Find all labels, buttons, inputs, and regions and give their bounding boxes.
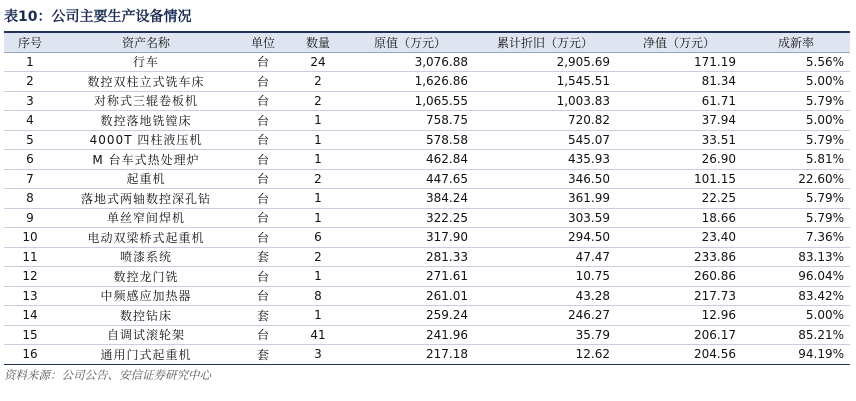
cell-quantity: 2 xyxy=(290,91,346,111)
cell-quantity: 8 xyxy=(290,286,346,306)
table-row xyxy=(4,169,850,189)
cell-net-value: 26.90 xyxy=(616,150,742,170)
cell-asset-name: 单丝窄间焊机 xyxy=(56,208,236,228)
table-body xyxy=(4,52,850,364)
cell-original-value: 317.90 xyxy=(346,228,474,248)
cell-quantity: 3 xyxy=(290,345,346,365)
cell-index: 16 xyxy=(4,345,56,365)
cell-unit: 台 xyxy=(236,150,290,170)
cell-index: 9 xyxy=(4,208,56,228)
header-original-value: 原值（万元） xyxy=(346,32,474,52)
cell-quantity: 1 xyxy=(290,189,346,209)
cell-unit: 台 xyxy=(236,130,290,150)
cell-accumulated-depreciation: 43.28 xyxy=(474,286,616,306)
cell-unit: 台 xyxy=(236,52,290,72)
header-newness-rate: 成新率 xyxy=(742,32,850,52)
table-row xyxy=(4,247,850,267)
cell-net-value: 23.40 xyxy=(616,228,742,248)
cell-index: 2 xyxy=(4,72,56,92)
table-header xyxy=(4,32,850,52)
cell-original-value: 1,626.86 xyxy=(346,72,474,92)
cell-quantity: 1 xyxy=(290,111,346,131)
cell-quantity: 2 xyxy=(290,169,346,189)
cell-accumulated-depreciation: 720.82 xyxy=(474,111,616,131)
cell-unit: 台 xyxy=(236,325,290,345)
cell-asset-name: 数控龙门铣 xyxy=(56,267,236,287)
cell-index: 13 xyxy=(4,286,56,306)
source-note: 资料来源：公司公告、安信证券研究中心 xyxy=(4,368,211,382)
cell-index: 15 xyxy=(4,325,56,345)
cell-accumulated-depreciation: 2,905.69 xyxy=(474,52,616,72)
cell-original-value: 217.18 xyxy=(346,345,474,365)
cell-newness-rate: 5.00% xyxy=(742,306,850,326)
cell-quantity: 24 xyxy=(290,52,346,72)
cell-index: 10 xyxy=(4,228,56,248)
cell-accumulated-depreciation: 10.75 xyxy=(474,267,616,287)
cell-asset-name: 数控钻床 xyxy=(56,306,236,326)
cell-newness-rate: 5.56% xyxy=(742,52,850,72)
table-row xyxy=(4,72,850,92)
cell-quantity: 2 xyxy=(290,247,346,267)
cell-quantity: 1 xyxy=(290,208,346,228)
cell-net-value: 81.34 xyxy=(616,72,742,92)
cell-original-value: 384.24 xyxy=(346,189,474,209)
cell-unit: 台 xyxy=(236,169,290,189)
table-row xyxy=(4,228,850,248)
cell-net-value: 18.66 xyxy=(616,208,742,228)
cell-original-value: 578.58 xyxy=(346,130,474,150)
cell-accumulated-depreciation: 435.93 xyxy=(474,150,616,170)
cell-asset-name: M 台车式热处理炉 xyxy=(56,150,236,170)
cell-net-value: 171.19 xyxy=(616,52,742,72)
cell-newness-rate: 5.00% xyxy=(742,72,850,92)
cell-original-value: 271.61 xyxy=(346,267,474,287)
cell-net-value: 61.71 xyxy=(616,91,742,111)
cell-net-value: 101.15 xyxy=(616,169,742,189)
cell-original-value: 259.24 xyxy=(346,306,474,326)
cell-original-value: 758.75 xyxy=(346,111,474,131)
cell-index: 1 xyxy=(4,52,56,72)
cell-index: 8 xyxy=(4,189,56,209)
header-index: 序号 xyxy=(4,32,56,52)
cell-original-value: 447.65 xyxy=(346,169,474,189)
cell-asset-name: 数控双柱立式铣车床 xyxy=(56,72,236,92)
cell-accumulated-depreciation: 12.62 xyxy=(474,345,616,365)
cell-index: 11 xyxy=(4,247,56,267)
cell-newness-rate: 5.79% xyxy=(742,130,850,150)
cell-unit: 套 xyxy=(236,247,290,267)
cell-index: 4 xyxy=(4,111,56,131)
cell-net-value: 37.94 xyxy=(616,111,742,131)
cell-original-value: 3,076.88 xyxy=(346,52,474,72)
cell-accumulated-depreciation: 35.79 xyxy=(474,325,616,345)
cell-asset-name: 行车 xyxy=(56,52,236,72)
table-row xyxy=(4,208,850,228)
cell-newness-rate: 22.60% xyxy=(742,169,850,189)
cell-accumulated-depreciation: 246.27 xyxy=(474,306,616,326)
cell-net-value: 22.25 xyxy=(616,189,742,209)
cell-asset-name: 起重机 xyxy=(56,169,236,189)
cell-accumulated-depreciation: 361.99 xyxy=(474,189,616,209)
cell-original-value: 241.96 xyxy=(346,325,474,345)
cell-newness-rate: 5.81% xyxy=(742,150,850,170)
cell-index: 7 xyxy=(4,169,56,189)
cell-newness-rate: 7.36% xyxy=(742,228,850,248)
table-title: 表10：公司主要生产设备情况 xyxy=(4,9,192,25)
cell-unit: 台 xyxy=(236,286,290,306)
cell-unit: 台 xyxy=(236,111,290,131)
cell-unit: 套 xyxy=(236,345,290,365)
cell-asset-name: 电动双梁桥式起重机 xyxy=(56,228,236,248)
header-quantity: 数量 xyxy=(290,32,346,52)
table-row xyxy=(4,306,850,326)
cell-unit: 台 xyxy=(236,208,290,228)
table-row xyxy=(4,286,850,306)
cell-quantity: 41 xyxy=(290,325,346,345)
cell-accumulated-depreciation: 303.59 xyxy=(474,208,616,228)
table-row xyxy=(4,325,850,345)
cell-asset-name: 喷漆系统 xyxy=(56,247,236,267)
cell-quantity: 1 xyxy=(290,306,346,326)
cell-newness-rate: 83.13% xyxy=(742,247,850,267)
cell-accumulated-depreciation: 294.50 xyxy=(474,228,616,248)
cell-newness-rate: 94.19% xyxy=(742,345,850,365)
cell-unit: 台 xyxy=(236,72,290,92)
cell-newness-rate: 5.79% xyxy=(742,91,850,111)
cell-newness-rate: 5.79% xyxy=(742,208,850,228)
cell-newness-rate: 96.04% xyxy=(742,267,850,287)
cell-net-value: 12.96 xyxy=(616,306,742,326)
cell-original-value: 1,065.55 xyxy=(346,91,474,111)
cell-net-value: 233.86 xyxy=(616,247,742,267)
cell-asset-name: 4000T 四柱液压机 xyxy=(56,130,236,150)
cell-original-value: 462.84 xyxy=(346,150,474,170)
cell-unit: 台 xyxy=(236,228,290,248)
cell-unit: 台 xyxy=(236,189,290,209)
cell-asset-name: 数控落地铣镗床 xyxy=(56,111,236,131)
cell-quantity: 6 xyxy=(290,228,346,248)
table-row xyxy=(4,130,850,150)
cell-asset-name: 对称式三辊卷板机 xyxy=(56,91,236,111)
table-row xyxy=(4,345,850,365)
cell-quantity: 1 xyxy=(290,150,346,170)
cell-accumulated-depreciation: 1,003.83 xyxy=(474,91,616,111)
table-row xyxy=(4,52,850,72)
cell-index: 6 xyxy=(4,150,56,170)
cell-index: 14 xyxy=(4,306,56,326)
header-asset-name: 资产名称 xyxy=(56,32,236,52)
cell-unit: 台 xyxy=(236,91,290,111)
cell-index: 12 xyxy=(4,267,56,287)
cell-newness-rate: 5.79% xyxy=(742,189,850,209)
cell-asset-name: 落地式两轴数控深孔钻 xyxy=(56,189,236,209)
equipment-table xyxy=(4,31,850,365)
cell-index: 3 xyxy=(4,91,56,111)
cell-accumulated-depreciation: 1,545.51 xyxy=(474,72,616,92)
header-unit: 单位 xyxy=(236,32,290,52)
header-net-value: 净值（万元） xyxy=(616,32,742,52)
cell-quantity: 1 xyxy=(290,130,346,150)
cell-net-value: 204.56 xyxy=(616,345,742,365)
cell-asset-name: 通用门式起重机 xyxy=(56,345,236,365)
cell-net-value: 33.51 xyxy=(616,130,742,150)
cell-newness-rate: 5.00% xyxy=(742,111,850,131)
table-row xyxy=(4,91,850,111)
cell-asset-name: 中频感应加热器 xyxy=(56,286,236,306)
cell-quantity: 1 xyxy=(290,267,346,287)
cell-accumulated-depreciation: 346.50 xyxy=(474,169,616,189)
cell-net-value: 217.73 xyxy=(616,286,742,306)
cell-original-value: 281.33 xyxy=(346,247,474,267)
table-row xyxy=(4,267,850,287)
cell-net-value: 206.17 xyxy=(616,325,742,345)
cell-accumulated-depreciation: 47.47 xyxy=(474,247,616,267)
cell-newness-rate: 85.21% xyxy=(742,325,850,345)
header-accumulated-depreciation: 累计折旧（万元） xyxy=(474,32,616,52)
cell-net-value: 260.86 xyxy=(616,267,742,287)
cell-unit: 台 xyxy=(236,267,290,287)
cell-index: 5 xyxy=(4,130,56,150)
cell-newness-rate: 83.42% xyxy=(742,286,850,306)
cell-original-value: 261.01 xyxy=(346,286,474,306)
cell-accumulated-depreciation: 545.07 xyxy=(474,130,616,150)
table-row xyxy=(4,111,850,131)
cell-asset-name: 自调试滚轮架 xyxy=(56,325,236,345)
cell-original-value: 322.25 xyxy=(346,208,474,228)
cell-quantity: 2 xyxy=(290,72,346,92)
cell-unit: 套 xyxy=(236,306,290,326)
table-row xyxy=(4,150,850,170)
table-row xyxy=(4,189,850,209)
